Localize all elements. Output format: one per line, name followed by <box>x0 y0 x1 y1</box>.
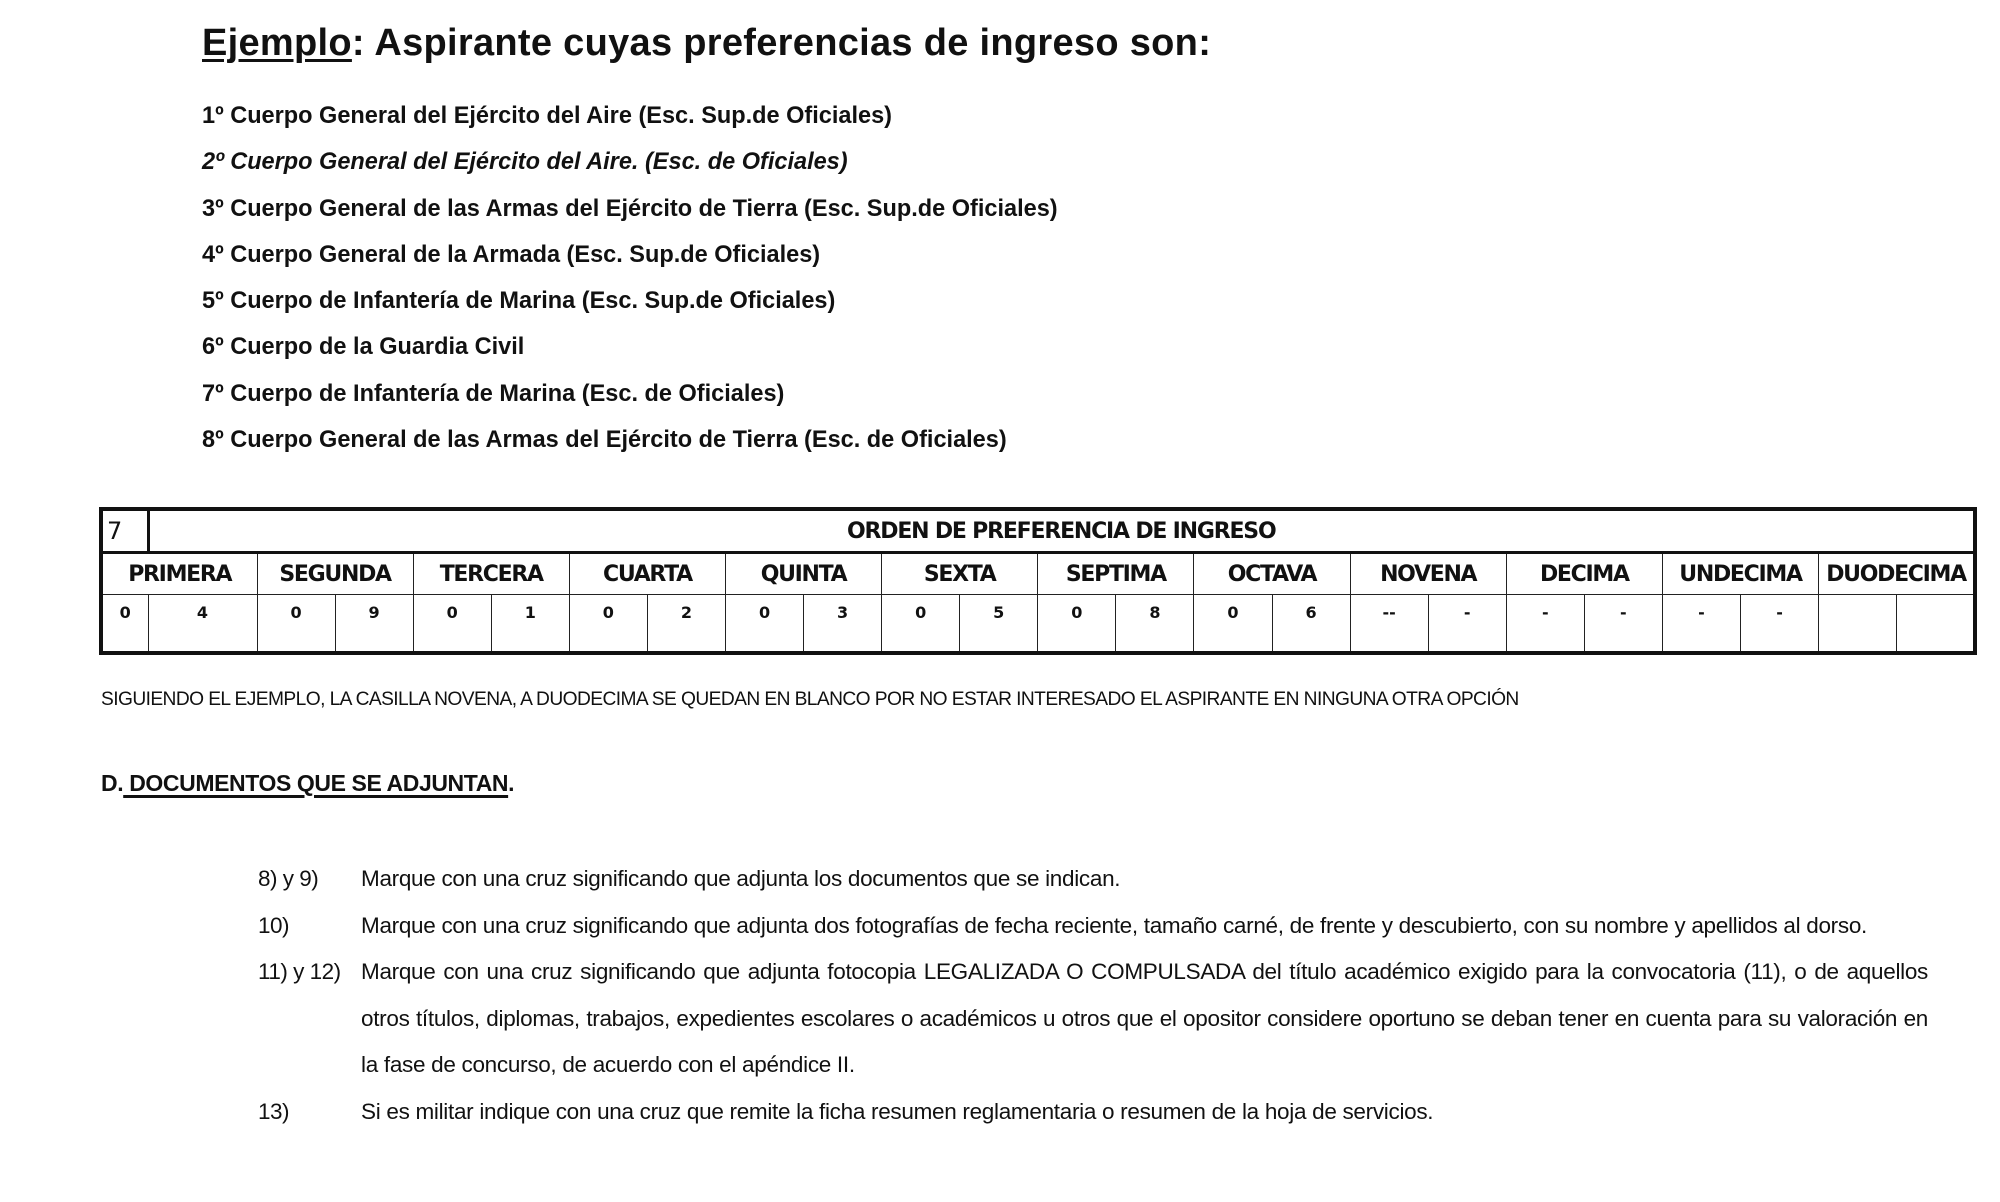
column-header-segunda: SEGUNDA <box>257 553 413 595</box>
value-cell[interactable]: 0 <box>569 595 647 654</box>
document-item <box>258 949 1928 1089</box>
document-ref: 13) <box>258 1098 290 1124</box>
column-header-octava: OCTAVA <box>1194 553 1350 595</box>
value-cell[interactable]: 0 <box>413 595 491 654</box>
document-text: Si es militar indique con una cruz que remite la ficha resumen reglamentaria o resumen de la hoja de servicios. <box>361 1098 1434 1124</box>
document-text: Marque con una cruz significando que adjunta los documentos que se indican. <box>361 866 1121 891</box>
column-header-sexta: SEXTA <box>882 553 1038 595</box>
value-cell[interactable]: 0 <box>101 595 148 654</box>
value-cell[interactable]: -- <box>1350 595 1428 654</box>
document-ref: 11) y 12) <box>258 959 341 984</box>
value-cell[interactable]: - <box>1584 595 1662 654</box>
value-cell[interactable]: - <box>1428 595 1506 654</box>
preference-item-5: 5º Cuerpo de Infantería de Marina (Esc. Sup.de Oficiales) <box>202 287 836 315</box>
value-cell[interactable] <box>1819 595 1897 654</box>
value-cell[interactable]: 0 <box>257 595 335 654</box>
preference-item-7: 7º Cuerpo de Infantería de Marina (Esc. de Oficiales) <box>202 379 785 407</box>
document-ref: 8) y 9) <box>258 866 319 891</box>
example-note: SIGUIENDO EL EJEMPLO, LA CASILLA NOVENA, A DUODECIMA SE QUEDAN EN BLANCO POR NO ESTAR INTERESADO EL ASPIRANTE EN NINGUNA OTRA OPCIÓN <box>101 688 1519 710</box>
column-header-septima: SEPTIMA <box>1038 553 1194 595</box>
value-cell[interactable]: - <box>1662 595 1740 654</box>
section-heading <box>101 770 514 797</box>
value-cell[interactable]: - <box>1506 595 1584 654</box>
page-title <box>202 22 1211 65</box>
column-header-novena: NOVENA <box>1350 553 1506 595</box>
preference-order-table <box>99 507 1977 655</box>
document-text: Marque con una cruz significando que adjunta dos fotografías de fecha reciente, tamaño carné, de frente y descubierto, con su nombre y apellidos al dorso. <box>361 912 1867 938</box>
document-text: Marque con una cruz significando que adjunta fotocopia LEGALIZADA O COMPULSADA del título académico exigido para la convocatoria (11), o de aquellos otros títulos, diplomas, trabajos, expedientes escolares o académicos u otros que el opositor considere oportuno se deban tener en cuenta para su valoración en la fase de concurso, de acuerdo con el apéndice II. <box>361 959 1928 1077</box>
section-title: DOCUMENTOS QUE SE ADJUNTAN <box>123 770 509 796</box>
value-cell[interactable]: 3 <box>804 595 882 654</box>
value-cell[interactable]: 0 <box>882 595 960 654</box>
value-cell[interactable]: 1 <box>491 595 569 654</box>
preference-item-8: 8º Cuerpo General de las Armas del Ejército de Tierra (Esc. de Oficiales) <box>202 426 1007 454</box>
document-item <box>258 856 1928 903</box>
preference-item-4: 4º Cuerpo General de la Armada (Esc. Sup.de Oficiales) <box>202 240 821 268</box>
column-header-undecima: UNDECIMA <box>1662 553 1818 595</box>
table-title: ORDEN DE PREFERENCIA DE INGRESO <box>148 509 1975 553</box>
box-number: 7 <box>101 509 148 553</box>
column-header-primera: PRIMERA <box>101 553 257 595</box>
value-cell[interactable]: 0 <box>1194 595 1272 654</box>
column-header-tercera: TERCERA <box>413 553 569 595</box>
title-text: : Aspirante cuyas preferencias de ingreso son: <box>351 22 1212 64</box>
value-cell[interactable]: 0 <box>725 595 803 654</box>
preference-item-2: 2º Cuerpo General del Ejército del Aire. (Esc. de Oficiales) <box>202 148 848 176</box>
column-header-cuarta: CUARTA <box>569 553 725 595</box>
document-item <box>258 1089 1928 1136</box>
preference-item-1: 1º Cuerpo General del Ejército del Aire (Esc. Sup.de Oficiales) <box>202 102 893 129</box>
value-cell[interactable]: 0 <box>1038 595 1116 654</box>
title-example-label: Ejemplo <box>202 22 352 64</box>
value-cell[interactable]: 8 <box>1116 595 1194 654</box>
preference-item-3: 3º Cuerpo General de las Armas del Ejército de Tierra (Esc. Sup.de Oficiales) <box>202 194 1058 222</box>
value-cell[interactable]: 2 <box>647 595 725 654</box>
value-cell[interactable]: 9 <box>335 595 413 654</box>
table-values-row <box>101 595 1975 654</box>
preference-item-6: 6º Cuerpo de la Guardia Civil <box>202 333 525 361</box>
value-cell[interactable]: 6 <box>1272 595 1350 654</box>
column-header-duodecima: DUODECIMA <box>1819 553 1975 595</box>
section-suffix: . <box>508 770 515 796</box>
column-header-decima: DECIMA <box>1506 553 1662 595</box>
table-title-row <box>101 509 1975 553</box>
documents-list <box>258 856 1928 1135</box>
column-header-quinta: QUINTA <box>725 553 881 595</box>
preference-list <box>202 98 1075 468</box>
document-ref: 10) <box>258 912 290 938</box>
value-cell[interactable]: 5 <box>960 595 1038 654</box>
section-prefix: D. <box>101 770 124 796</box>
value-cell[interactable]: 4 <box>148 595 257 654</box>
value-cell[interactable] <box>1897 595 1975 654</box>
document-item <box>258 903 1928 950</box>
table-header-row <box>101 553 1975 595</box>
value-cell[interactable]: - <box>1740 595 1818 654</box>
